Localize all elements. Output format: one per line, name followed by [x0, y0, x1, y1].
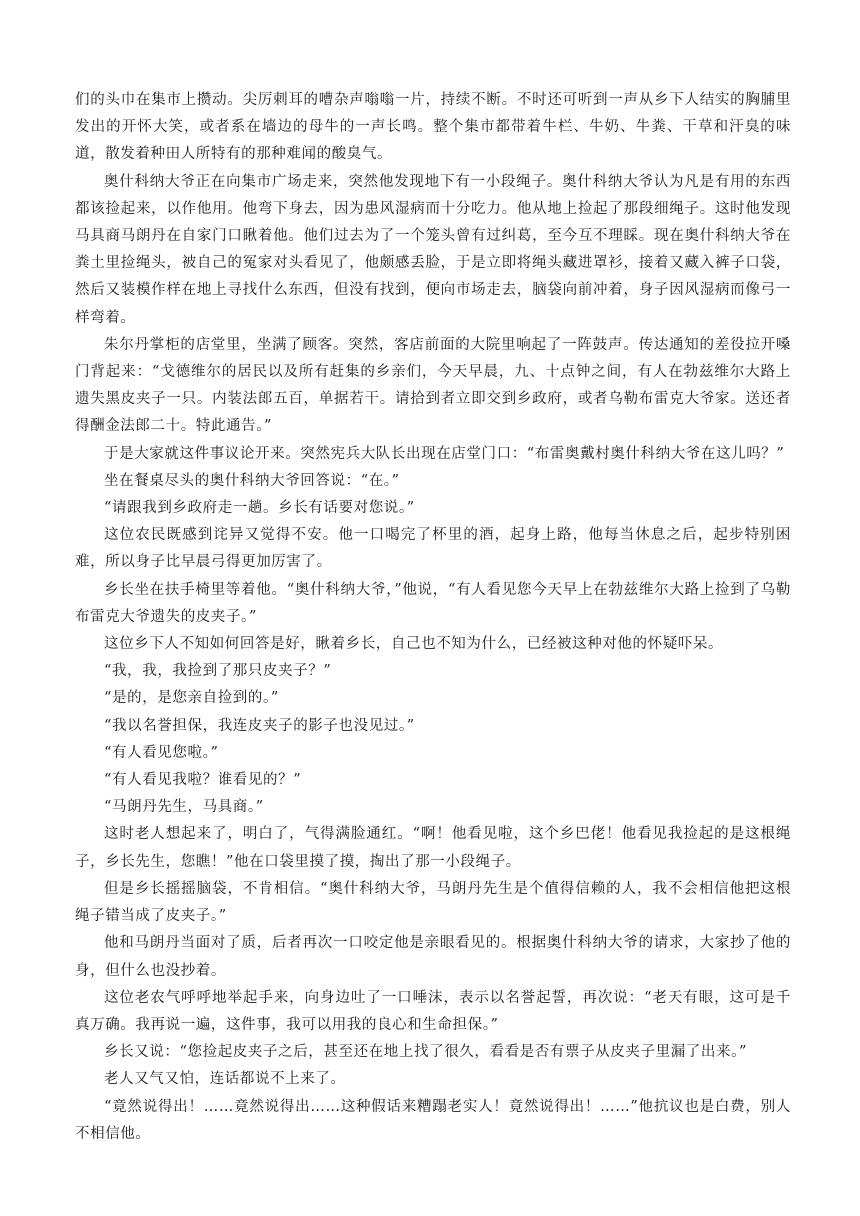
- paragraph: 这位乡下人不知如何回答是好，瞅着乡长，自己也不知为什么，已经被这种对他的怀疑吓呆。: [104, 636, 724, 653]
- paragraph: “请跟我到乡政府走一趟。乡长有话要对您说。”: [104, 500, 415, 517]
- paragraph: “是的，是您亲自捡到的。”: [104, 690, 279, 707]
- paragraph: “有人看见我啦？谁看见的？”: [104, 772, 302, 789]
- paragraph: 朱尔丹掌柜的店堂里，坐满了顾客。突然，客店前面的大院里响起了一阵鼓声。传达通知的差役拉开嗓门背起来：“戈德维尔的居民以及所有赶集的乡亲们，今天早晨，九、十点钟之间，有人在勃兹维尔大路上遗失黑皮夹子一只。内装法郎五百，单据若干。请拾到者立即交到乡政府，或者乌勒布雷克大爷家。送还者得酬金法郎二十。特此通告。”: [75, 336, 791, 435]
- paragraph: 他和马朗丹当面对了质，后者再次一口咬定他是亲眼看见的。根据奥什科纳大爷的请求，大家抄了他的身，但什么也没抄着。: [75, 935, 791, 979]
- paragraph: 这位老农气呼呼地举起手来，向身边吐了一口唾沫，表示以名誉起誓，再次说：“老天有眼，这可是千真万确。我再说一遍，这件事，我可以用我的良心和生命担保。”: [75, 989, 791, 1033]
- paragraph: “我，我，我捡到了那只皮夹子？”: [104, 663, 332, 680]
- paragraph: 老人又气又怕，连话都说不上来了。: [104, 1071, 346, 1088]
- paragraph: 们的头巾在集市上攒动。尖厉刺耳的嘈杂声嗡嗡一片，持续不断。不时还可听到一声从乡下人结实的胸脯里发出的开怀大笑，或者系在墙边的母牛的一声长鸣。整个集市都带着牛栏、牛奶、牛粪、干草和汗臭的味道，散发着种田人所特有的那种难闻的酸臭气。: [75, 92, 791, 163]
- paragraph: 但是乡长摇摇脑袋，不肯相信。“奥什科纳大爷，马朗丹先生是个值得信赖的人，我不会相信他把这根绳子错当成了皮夹子。”: [75, 880, 791, 925]
- document-body: [75, 87, 791, 1148]
- paragraph: 这位农民既感到诧异又觉得不安。他一口喝完了杯里的酒，起身上路，他每当休息之后，起步特别困难，所以身子比早晨弓得更加厉害了。: [75, 527, 791, 571]
- paragraph: 于是大家就这件事议论开来。突然宪兵大队长出现在店堂门口：“布雷奥戴村奥什科纳大爷在这儿吗？”: [104, 445, 785, 462]
- paragraph: 奥什科纳大爷正在向集市广场走来，突然他发现地下有一小段绳子。奥什科纳大爷认为凡是有用的东西都该捡起来，以作他用。他弯下身去，因为患风湿病而十分吃力。他从地上捡起了那段细绳子。这时他发现马具商马朗丹在自家门口瞅着他。他们过去为了一个笼头曾有过纠葛，至今互不理睬。现在奥什科纳大爷在粪土里捡绳头，被自己的冤家对头看见了，他颇感丢脸，于是立即将绳头藏进罩衫，接着又藏入裤子口袋，然后又装模作样在地上寻找什么东西，但没有找到，便向市场走去，脑袋向前冲着，身子因风湿病而像弓一样弯着。: [75, 173, 791, 326]
- paragraph: 乡长坐在扶手椅里等着他。“奥什科纳大爷，”他说，“有人看见您今天早上在勃兹维尔大路上捡到了乌勒布雷克大爷遗失的皮夹子。”: [75, 581, 791, 625]
- paragraph: “我以名誉担保，我连皮夹子的影子也没见过。”: [104, 717, 415, 734]
- paragraph: 这时老人想起来了，明白了，气得满脸通红。“啊！他看见啦，这个乡巴佬！他看见我捡起的是这根绳子，乡长先生，您瞧！”他在口袋里摸了摸，掏出了那一小段绳子。: [75, 826, 791, 870]
- paragraph: “马朗丹先生，马具商。”: [104, 799, 264, 816]
- paragraph: “有人看见您啦。”: [104, 744, 219, 761]
- paragraph: 坐在餐桌尽头的奥什科纳大爷回答说：“在。”: [104, 472, 400, 489]
- paragraph: “竟然说得出！……竟然说得出……这种假话来糟蹋老实人！竟然说得出！……”他抗议也是白费，别人不相信他。: [75, 1098, 791, 1142]
- paragraph: 乡长又说：“您捡起皮夹子之后，甚至还在地上找了很久，看看是否有票子从皮夹子里漏了出来。”: [104, 1044, 747, 1061]
